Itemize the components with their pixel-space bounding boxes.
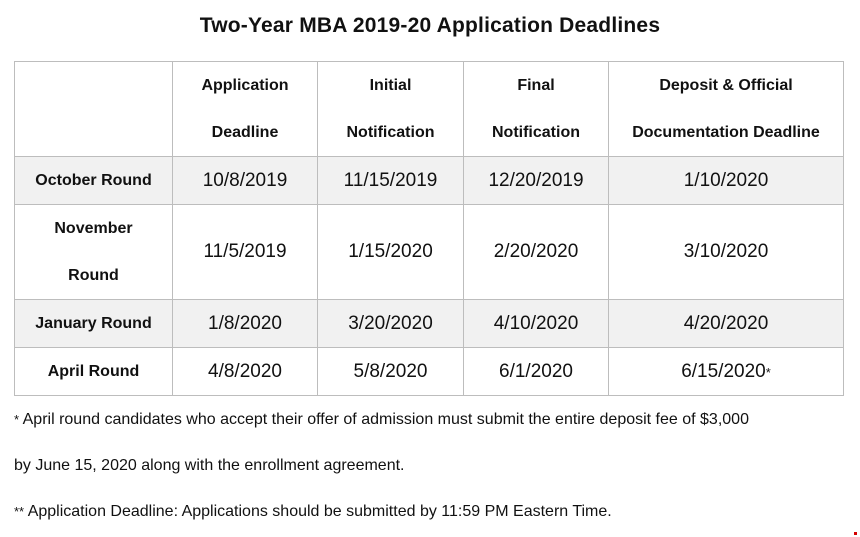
table-row-november (15, 205, 844, 300)
header-text: Deadline (211, 124, 279, 141)
footnote-april-line2: by June 15, 2020 along with the enrollment agreement. (14, 457, 405, 474)
header-deposit-documentation (609, 62, 844, 157)
row-label-text: Round (68, 267, 119, 284)
header-text: Final (517, 77, 555, 94)
footnote-text: April round candidates who accept their offer of admission must submit the entire deposit fee of $3,000 (19, 411, 749, 428)
header-text: Documentation Deadline (632, 124, 820, 141)
table-cell: 3/10/2020 (609, 205, 844, 300)
table-cell: 11/15/2019 (318, 157, 464, 205)
header-text: Initial (369, 77, 412, 94)
table-header-row (15, 62, 844, 157)
cell-value: 6/15/2020 (681, 360, 766, 382)
row-label: October Round (15, 157, 173, 205)
deadlines-table (14, 61, 844, 396)
table-row-april (15, 348, 844, 396)
header-text: Notification (492, 124, 580, 141)
table-cell: 12/20/2019 (464, 157, 609, 205)
table-cell: 5/8/2020 (318, 348, 464, 396)
table-cell: 2/20/2020 (464, 205, 609, 300)
footnote-text: Application Deadline: Applications should be submitted by 11:59 PM Eastern Time. (24, 503, 612, 520)
table-cell: 10/8/2019 (173, 157, 318, 205)
corner-mark (854, 532, 857, 535)
table-cell-april-deposit (609, 348, 844, 396)
header-application-deadline (173, 62, 318, 157)
header-text: Application (201, 77, 289, 94)
table-cell: 6/1/2020 (464, 348, 609, 396)
header-initial-notification (318, 62, 464, 157)
table-cell: 1/15/2020 (318, 205, 464, 300)
table-cell: 11/5/2019 (173, 205, 318, 300)
row-label (15, 205, 173, 300)
table-cell: 3/20/2020 (318, 300, 464, 348)
table-cell: 1/10/2020 (609, 157, 844, 205)
table-cell: 1/8/2020 (173, 300, 318, 348)
footnote-marker: * (14, 412, 20, 427)
header-final-notification (464, 62, 609, 157)
footnote-april-line1 (14, 396, 846, 443)
table-row-october (15, 157, 844, 205)
footnote-marker: * (765, 364, 771, 380)
header-text: Deposit & Official (659, 77, 793, 94)
footnote-marker: ** (14, 504, 25, 519)
row-label-text: November (54, 220, 133, 237)
footnote-application-deadline (14, 488, 846, 535)
table-cell: 4/10/2020 (464, 300, 609, 348)
row-label: April Round (15, 348, 173, 396)
row-label: January Round (15, 300, 173, 348)
table-row-january (15, 300, 844, 348)
header-text: Notification (346, 124, 435, 141)
header-empty-cell (15, 62, 173, 157)
table-cell: 4/8/2020 (173, 348, 318, 396)
page-title: Two-Year MBA 2019-20 Application Deadlines (199, 14, 661, 37)
table-cell: 4/20/2020 (609, 300, 844, 348)
